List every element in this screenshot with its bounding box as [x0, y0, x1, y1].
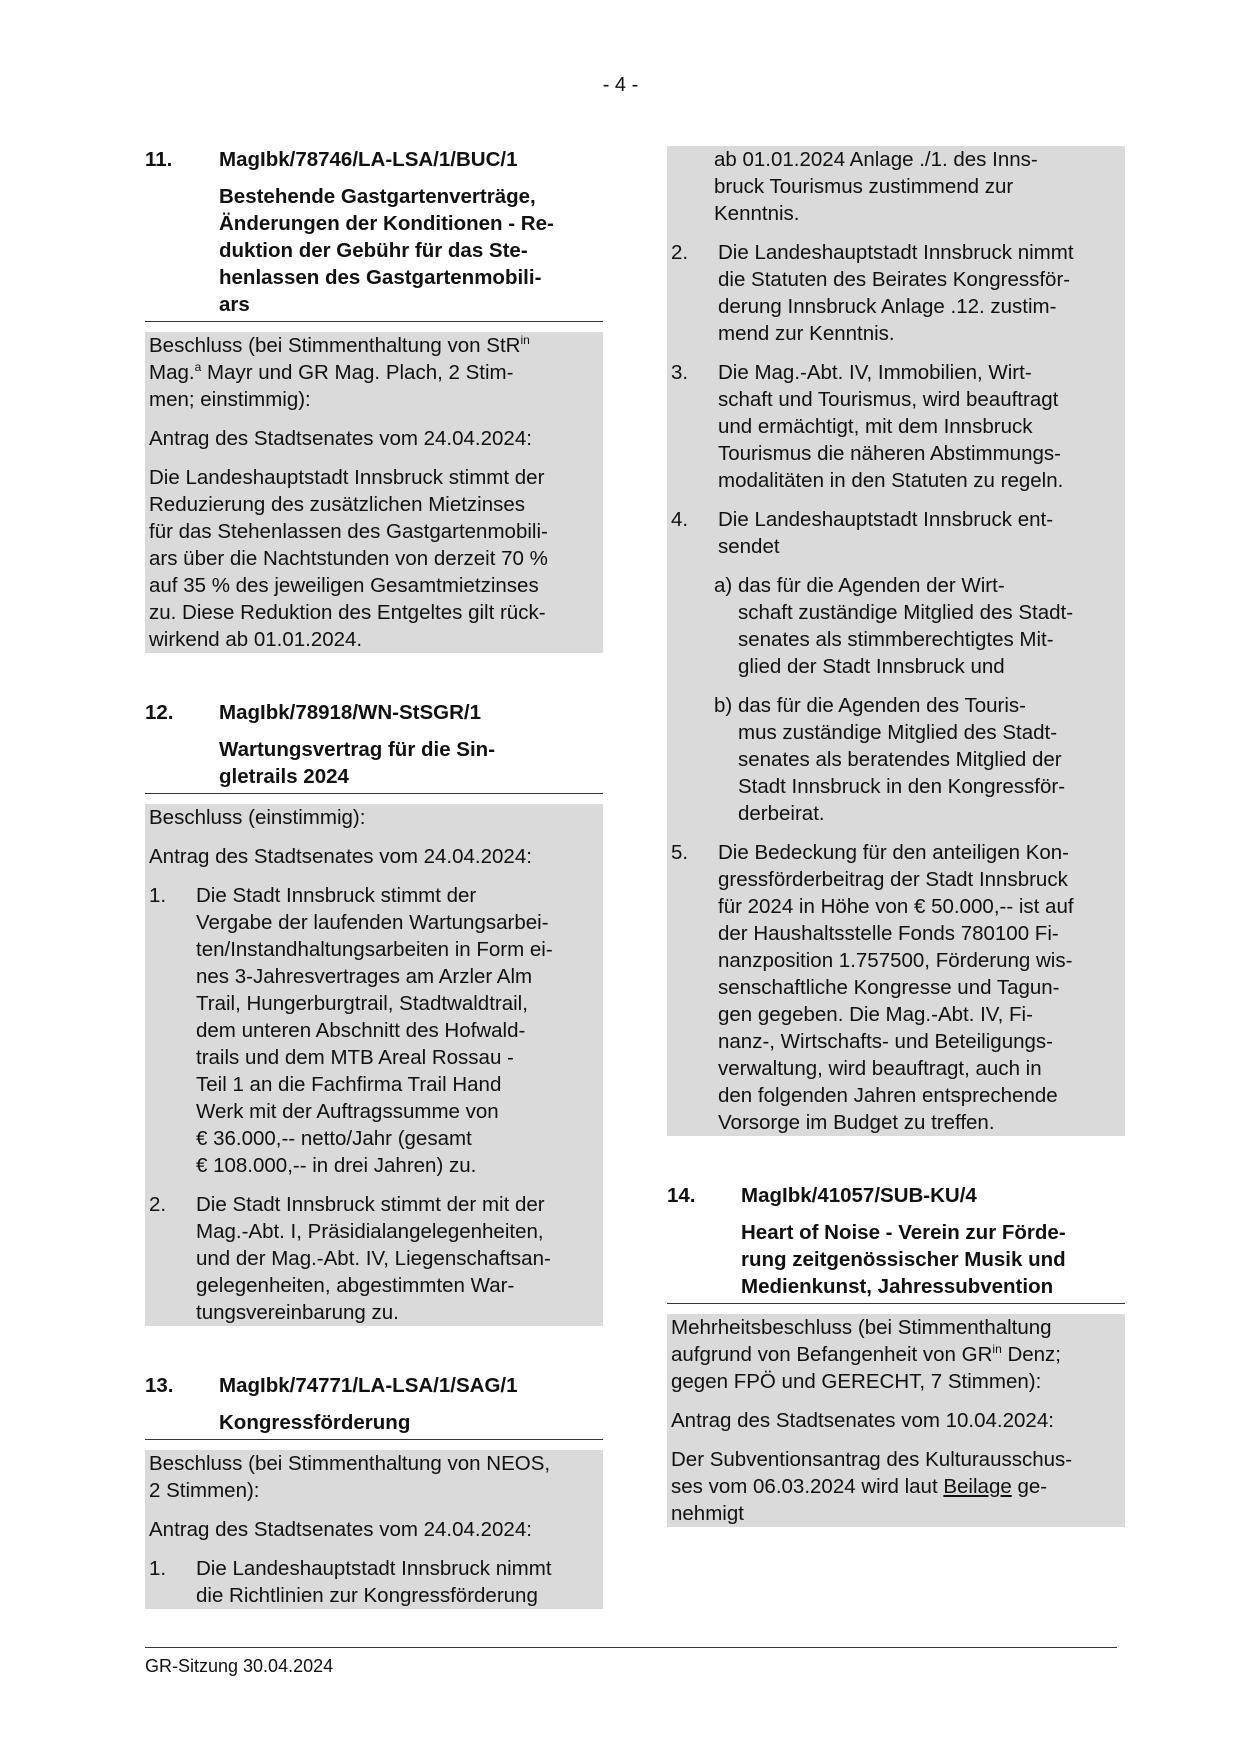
list-number: 4. [671, 508, 689, 531]
title-line: Änderungen der Konditionen - Re- [219, 212, 554, 235]
agenda-item-13-continued [667, 146, 1125, 1136]
item-number: 13. [145, 1374, 174, 1397]
title-line: Kongressförderung [219, 1411, 411, 1434]
item-code: MagIbk/78918/WN-StSGR/1 [219, 701, 482, 724]
item-code: MagIbk/41057/SUB-KU/4 [741, 1184, 977, 1207]
title-line: Heart of Noise - Verein zur Förde- [741, 1221, 1066, 1244]
list-number: 3. [671, 361, 689, 384]
list-number: 1. [149, 1557, 167, 1580]
request-text: Antrag des Stadtsenates vom 24.04.2024: [145, 425, 603, 452]
list-item: 2. Die Landeshauptstadt Innsbruck nimmt die Statuten des Beirates Kongressför- derung Innsbruck Anlage .12. zustim- mend zur Kenntnis. [667, 239, 1125, 347]
list-number: 5. [671, 841, 689, 864]
item-title [145, 736, 603, 794]
list-item: 2. Die Stadt Innsbruck stimmt der mit der Mag.-Abt. I, Präsidialangelegenheiten, und der Mag.-Abt. IV, Liegenschaftsan- gelegenheiten, abgestimmten War- tungsvereinbarung zu. [145, 1191, 603, 1326]
list-number: 2. [149, 1193, 167, 1216]
decision-text: Beschluss (bei Stimmenthaltung von StR$^{in}$ Mag.$^a$ Mayr und GR Mag. Plach, 2 Stim- men; einstimmig): [145, 332, 603, 413]
decision-text: Mehrheitsbeschluss (bei Stimmenthaltung aufgrund von Befangenheit von $GR^{in}$ Denz; gegen FPÖ und GERECHT, 7 Stimmen): [667, 1314, 1125, 1395]
body-text: Die Landeshauptstadt Innsbruck stimmt der Reduzierung des zusätzlichen Mietzinses für das Stehenlassen des Gastgartenmobili- ars über die Nachtstunden von derzeit 70 % auf 35 % des jeweiligen Gesamtmietzinses zu. Diese Reduktion des Entgeltes gilt rück- wirkend ab 01.01.2024. [145, 464, 603, 653]
item-code: MagIbk/74771/LA-LSA/1/SAG/1 [219, 1374, 518, 1397]
title-line: Bestehende Gastgartenverträge, [219, 185, 536, 208]
list-item: 4. Die Landeshauptstadt Innsbruck ent- sendet [667, 506, 1125, 560]
title-line: duktion der Gebühr für das Ste- [219, 239, 528, 262]
item-title [145, 183, 603, 322]
decision-text: Beschluss (bei Stimmenthaltung von NEOS, 2 Stimmen): [145, 1450, 603, 1504]
agenda-item-11 [145, 146, 603, 653]
sub-list-item: a) das für die Agenden der Wirt- schaft zuständige Mitglied des Stadt- senates als stimmberechtigtes Mit- glied der Stadt Innsbruck und [667, 572, 1125, 680]
agenda-item-13 [145, 1372, 603, 1609]
item-header [667, 1182, 1125, 1209]
body-text: Der Subventionsantrag des Kulturausschus- ses vom 06.03.2024 wird laut Beilage ge- nehmigt [667, 1446, 1125, 1527]
list-item: 1. Die Landeshauptstadt Innsbruck nimmt die Richtlinien zur Kongressförderung [145, 1555, 603, 1609]
title-line: rung zeitgenössischer Musik und [741, 1248, 1066, 1271]
left-column [145, 146, 603, 1609]
item-header [145, 146, 603, 173]
right-column [667, 146, 1125, 1527]
request-text: Antrag des Stadtsenates vom 10.04.2024: [667, 1407, 1125, 1434]
request-text: Antrag des Stadtsenates vom 24.04.2024: [145, 843, 603, 870]
item-header [145, 1372, 603, 1399]
item-number: 11. [145, 148, 173, 171]
list-number: 1. [149, 884, 167, 907]
list-item: 5. Die Bedeckung für den anteiligen Kon- gressförderbeitrag der Stadt Innsbruck für 2024 in Höhe von € 50.000,-- ist auf der Haushaltsstelle Fonds 780100 Fi- nanzposition 1.757500, Förderung wis- senschaftliche Kongresse und Tagun- gen gegeben. Die Mag.-Abt. IV, Fi- nanz-, Wirtschafts- und Beteiligungs- verwaltung, wird beauftragt, auch in den folgenden Jahren entsprechende Vorsorge im Budget zu treffen. [667, 839, 1125, 1136]
agenda-item-12 [145, 699, 603, 1326]
sub-list-letter: a) [714, 574, 733, 597]
list-item: 1. Die Stadt Innsbruck stimmt der Vergabe der laufenden Wartungsarbei- ten/Instandhaltungsarbeiten in Form ei- nes 3-Jahresvertrages am Arzler Alm Trail, Hungerburgtrail, Stadtwaldtrail, dem unteren Abschnitt des Hofwald- trails und dem MTB Areal Rossau - Teil 1 an die Fachfirma Trail Hand Werk mit der Auftragssumme von € 36.000,-- netto/Jahr (gesamt € 108.000,-- in drei Jahren) zu. [145, 882, 603, 1179]
attachment-link[interactable]: Beilage [943, 1475, 1012, 1498]
item-number: 14. [667, 1184, 696, 1207]
title-line: henlassen des Gastgartenmobili- [219, 266, 542, 289]
decision-text: Beschluss (einstimmig): [145, 804, 603, 831]
item-title [667, 1219, 1125, 1304]
list-number: 2. [671, 241, 689, 264]
item-number: 12. [145, 701, 174, 724]
sub-list-item: b) das für die Agenden des Touris- mus zuständige Mitglied des Stadt- senates als beratendes Mitglied der Stadt Innsbruck in den Kongressför- derbeirat. [667, 692, 1125, 827]
title-line: Medienkunst, Jahressubvention [741, 1275, 1054, 1298]
title-line: Wartungsvertrag für die Sin- [219, 738, 496, 761]
title-line: ars [219, 293, 250, 316]
list-item: 3. Die Mag.-Abt. IV, Immobilien, Wirt- schaft und Tourismus, wird beauftragt und ermächtigt, mit dem Innsbruck Tourismus die näheren Abstimmungs- modalitäten in den Statuten zu regeln. [667, 359, 1125, 494]
footer-text: GR-Sitzung 30.04.2024 [145, 1656, 334, 1676]
list-item-continuation: ab 01.01.2024 Anlage ./1. des Inns- bruck Tourismus zustimmend zur Kenntnis. [667, 146, 1125, 227]
agenda-item-14 [667, 1182, 1125, 1527]
page-number: - 4 - [602, 74, 639, 96]
item-code: MagIbk/78746/LA-LSA/1/BUC/1 [219, 148, 518, 171]
request-text: Antrag des Stadtsenates vom 24.04.2024: [145, 1516, 603, 1543]
footer-divider [145, 1647, 1117, 1648]
title-line: gletrails 2024 [219, 765, 349, 788]
item-header [145, 699, 603, 726]
item-title [145, 1409, 603, 1440]
sub-list-letter: b) [714, 694, 733, 717]
